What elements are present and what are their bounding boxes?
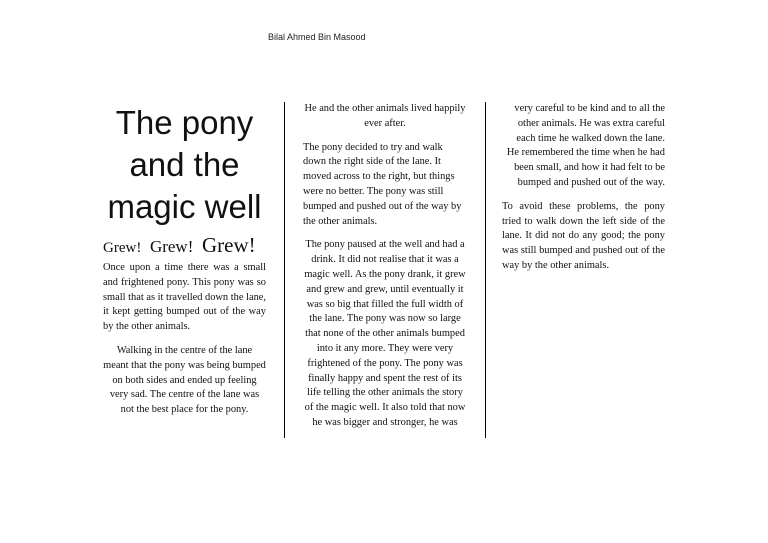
column-3 <box>502 102 665 283</box>
title-line-2: and the <box>129 146 240 183</box>
column-2 <box>303 102 467 440</box>
column-1 <box>103 102 266 427</box>
title-line-3: magic well <box>107 188 262 225</box>
paragraph: Once upon a time there was a small and frightened pony. This pony was so small that as it travelled down the lane, it kept getting bumped out of the way by the other animals. <box>103 262 266 333</box>
paragraph: Walking in the centre of the lane meant that the pony was being bumped on both sides and ended up feeling very sad. The centre of the lane was not the best place for the pony. <box>103 344 266 416</box>
grew-word-small: Grew! <box>103 240 142 256</box>
paragraph: To avoid these problems, the pony tried to walk down the left side of the lane. It did not do any good; the pony was still bumped and pushed out of the way by the other animals. <box>502 200 665 271</box>
grew-heading <box>103 234 266 261</box>
author-name: Bilal Ahmed Bin Masood <box>268 32 366 42</box>
column-divider <box>284 102 285 438</box>
paragraph: The pony paused at the well and had a drink. It did not realise that it was a magic well. As the pony drank, it grew and grew and grew, until eventually it was so big that filled the full width of the lane. The pony was now so large that none of the other animals bumped into it any more. They were very frightened of the pony. The pony was finally happy and spent the rest of its life telling the other animals the story of the magic well. It also told that now he was bigger and stronger, he was <box>304 239 466 428</box>
story-title <box>103 102 266 228</box>
grew-word-large: Grew! <box>201 233 256 257</box>
grew-word-medium: Grew! <box>149 237 194 256</box>
paragraph: He and the other animals lived happily ever after. <box>304 103 466 129</box>
paragraph: very careful to be kind and to all the other animals. He was extra careful each time he walked down the lane. He remembered the time when he had been small, and how it had felt to be bumped and pushed out of the way. <box>506 103 665 188</box>
title-line-1: The pony <box>115 104 254 141</box>
paragraph: The pony decided to try and walk down the right side of the lane. It moved across to the right, but things were no better. The pony was still bumped and pushed out of the way by the other animals. <box>303 141 462 227</box>
column-divider <box>485 102 486 438</box>
